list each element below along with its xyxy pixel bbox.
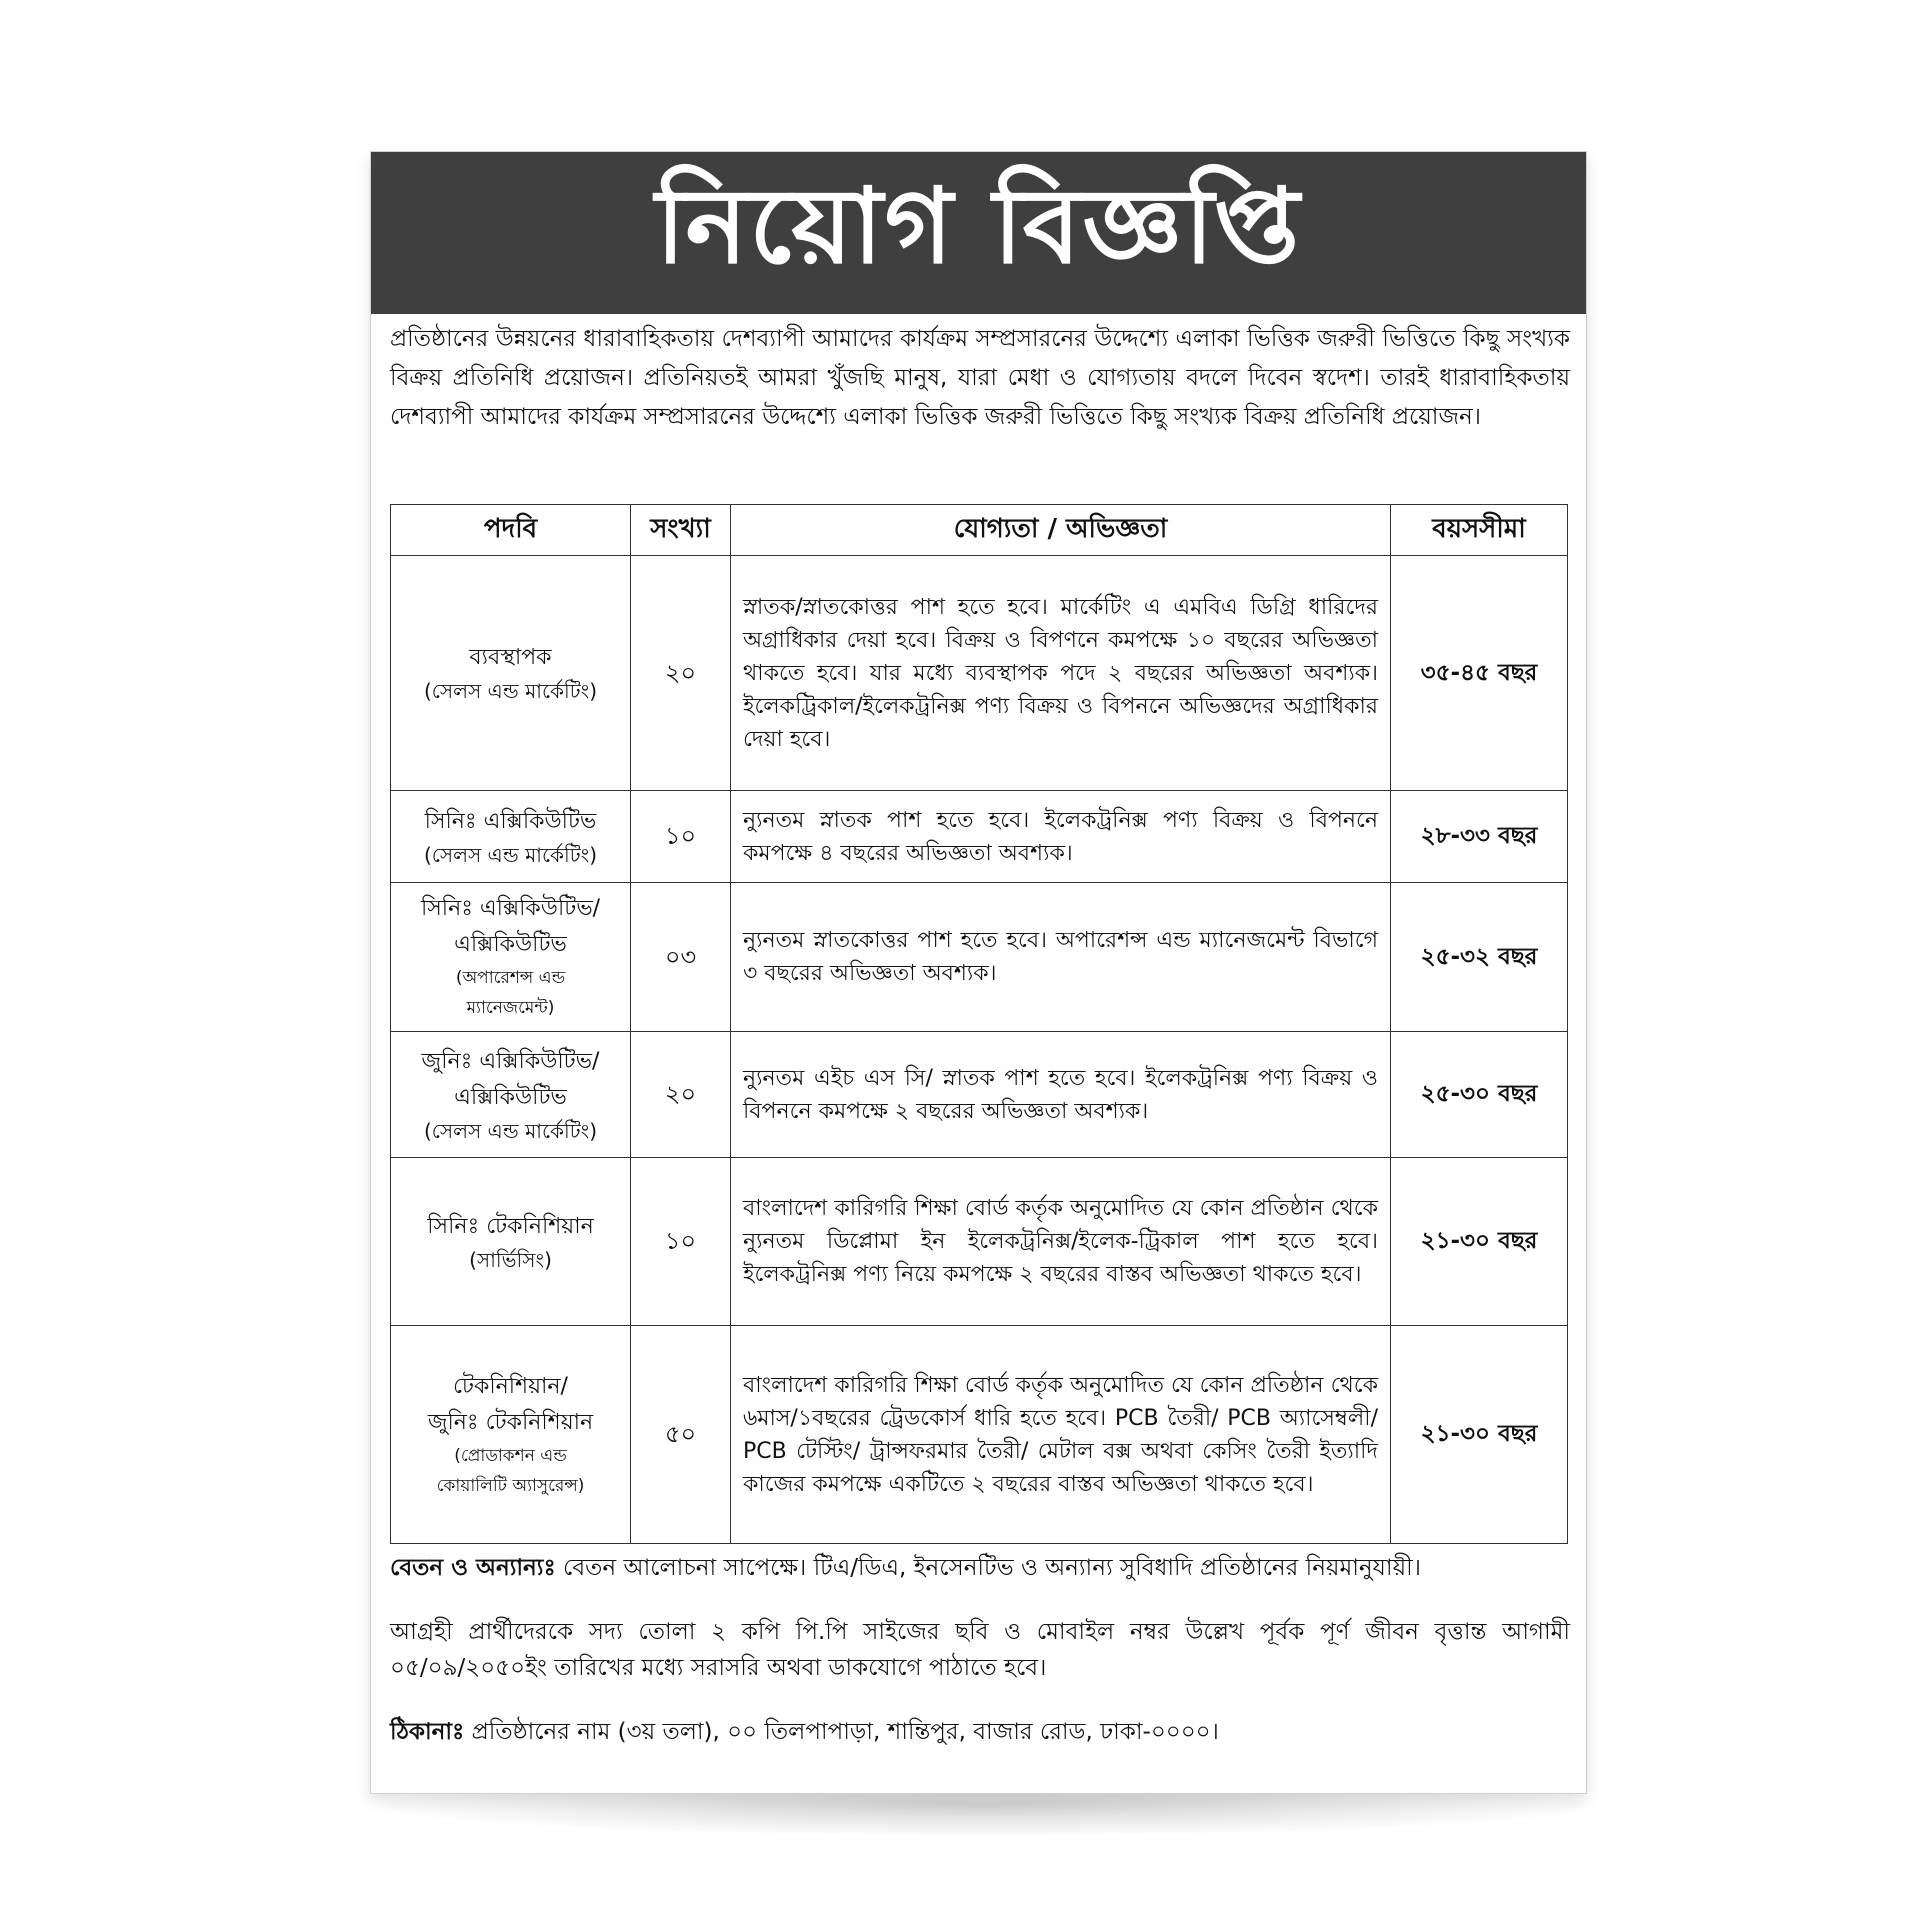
post-department: (অপারেশন্স এন্ড [455, 968, 566, 988]
age-cell: ৩৫-৪৫ বছর [1391, 556, 1568, 791]
post-cell [391, 1032, 631, 1158]
age-cell: ২৮-৩৩ বছর [1391, 791, 1568, 883]
age-cell: ২১-৩০ বছর [1391, 1158, 1568, 1326]
table-row [391, 1032, 1568, 1158]
post-title: সিনিঃ এক্সিকিউটিভ/ [420, 896, 601, 921]
post-department: (সেলস এন্ড মার্কেটিং) [423, 679, 598, 703]
post-cell [391, 883, 631, 1032]
apply-instructions: আগ্রহী প্রার্থীদেরকে সদ্য তোলা ২ কপি পি.পি সাইজের ছবি ও মোবাইল নম্বর উল্লেখ পূর্বক পূর্ণ জীবন বৃত্তান্ত আগামী ০৫/০৯/২০৫০ইং তারিখের মধ্যে সরাসরি অথবা ডাকযোগে পাঠাতে হবে। [390, 1619, 1570, 1681]
count-cell: ৫০ [631, 1326, 731, 1544]
count-cell: ০৩ [631, 883, 731, 1032]
header-age: বয়সসীমা [1391, 505, 1568, 556]
post-title: টেকনিশিয়ান/ [453, 1373, 568, 1399]
post-department-line-2: কোয়ালিটি অ্যাসুরেন্স) [436, 1475, 585, 1496]
positions-table-wrapper [390, 504, 1567, 1544]
notice-title: নিয়োগ বিজ্ঞপ্তি [655, 164, 1302, 287]
qualification-cell: বাংলাদেশ কারিগরি শিক্ষা বোর্ড কর্তৃক অনুমোদিত যে কোন প্রতিষ্ঠান থেকে ন্যুনতম ডিপ্লোমা ইন ইলেকট্রনিক্স/ইলেক-ট্রিকাল পাশ হতে হবে। ইলেকট্রনিক্স পণ্য নিয়ে কমপক্ষে ২ বছরের বাস্তব অভিজ্ঞতা থাকতে হবে। [731, 1158, 1391, 1326]
job-notice-sheet [370, 151, 1587, 1794]
table-row [391, 1158, 1568, 1326]
age-cell: ২৫-৩২ বছর [1391, 883, 1568, 1032]
salary-text: বেতন আলোচনা সাপেক্ষে। টিএ/ডিএ, ইনসেনটিভ ও অন্যান্য সুবিধাদি প্রতিষ্ঠানের নিয়মানুযায়ী। [563, 1555, 1421, 1581]
age-cell: ২৫-৩০ বছর [1391, 1032, 1568, 1158]
title-banner [371, 152, 1586, 314]
address-text: প্রতিষ্ঠানের নাম (৩য় তলা), ০০ তিলপাপাড়া, শান্তিপুর, বাজার রোড, ঢাকা-০০০০। [471, 1719, 1219, 1745]
table-row [391, 556, 1568, 791]
header-qualification: যোগ্যতা / অভিজ্ঞতা [731, 505, 1391, 556]
qualification-cell: ন্যুনতম স্নাতকোত্তর পাশ হতে হবে। অপারেশন্স এন্ড ম্যানেজমেন্ট বিভাগে ৩ বছরের অভিজ্ঞতা অবশ্যক। [731, 883, 1391, 1032]
post-title-line-2: এক্সিকিউটিভ [454, 932, 567, 957]
post-title-line-2: এক্সিকিউটিভ [454, 1084, 567, 1110]
salary-label: বেতন ও অন্যান্যঃ [390, 1555, 556, 1581]
post-department: (সেলস এন্ড মার্কেটিং) [423, 1118, 598, 1143]
qualification-cell: ন্যুনতম স্নাতক পাশ হতে হবে। ইলেকট্রনিক্স পণ্য বিক্রয় ও বিপননে কমপক্ষে ৪ বছরের অভিজ্ঞতা অবশ্যক। [731, 791, 1391, 883]
post-department: (প্রোডাকশন এন্ড [454, 1445, 567, 1466]
post-department: (সেলস এন্ড মার্কেটিং) [423, 842, 598, 867]
post-title-line-2: জুনিঃ টেকনিশিয়ান [427, 1409, 594, 1435]
qualification-cell: ন্যুনতম এইচ এস সি/ স্নাতক পাশ হতে হবে। ইলেকট্রনিক্স পণ্য বিক্রয় ও বিপননে কমপক্ষে ২ বছরের অভিজ্ঞতা অবশ্যক। [731, 1032, 1391, 1158]
post-title: সিনিঃ টেকনিশিয়ান [427, 1213, 594, 1239]
post-title: ব্যবস্থাপক [469, 645, 552, 670]
header-post: পদবি [391, 505, 631, 556]
post-cell [391, 791, 631, 883]
post-cell [391, 1158, 631, 1326]
count-cell: ১০ [631, 1158, 731, 1326]
post-cell [391, 556, 631, 791]
header-count: সংখ্যা [631, 505, 731, 556]
positions-table [390, 504, 1568, 1544]
post-title: জুনিঃ এক্সিকিউটিভ/ [421, 1048, 600, 1074]
table-header-row [391, 505, 1568, 556]
qualification-cell: বাংলাদেশ কারিগরি শিক্ষা বোর্ড কর্তৃক অনুমোদিত যে কোন প্রতিষ্ঠান থেকে ৬মাস/১বছরের ট্রেডকোর্স ধারি হতে হবে। PCB তৈরী/ PCB অ্যাসেম্বলী/ PCB টেস্টিং/ ট্রান্সফরমার তৈরী/ মেটাল বক্স অথবা কেসিং তৈরী ইত্যাদি কাজের কমপক্ষে একটিতে ২ বছরের বাস্তব অভিজ্ঞতা থাকতে হবে। [731, 1326, 1391, 1544]
address-line [390, 1714, 1570, 1750]
post-department-line-2: ম্যানেজমেন্ট) [466, 998, 555, 1018]
post-department: (সার্ভিসিং) [469, 1247, 552, 1272]
table-row [391, 1326, 1568, 1544]
address-label: ঠিকানাঃ [390, 1719, 465, 1745]
count-cell: ১০ [631, 791, 731, 883]
count-cell: ২০ [631, 556, 731, 791]
table-row [391, 883, 1568, 1032]
post-title: সিনিঃ এক্সিকিউটিভ [424, 808, 597, 834]
salary-line [390, 1550, 1570, 1586]
qualification-cell: স্নাতক/স্নাতকোত্তর পাশ হতে হবে। মার্কেটিং এ এমবিএ ডিগ্রি ধারিদের অগ্রাধিকার দেয়া হবে। বিক্রয় ও বিপণনে কমপক্ষে ১০ বছরের অভিজ্ঞতা থাকতে হবে। যার মধ্যে ব্যবস্থাপক পদে ২ বছরের অভিজ্ঞতা অবশ্যক। ইলেকট্রিকাল/ইলেকট্রনিক্স পণ্য বিক্রয় ও বিপননে অভিজ্ঞদের অগ্রাধিকার দেয়া হবে। [731, 556, 1391, 791]
age-cell: ২১-৩০ বছর [1391, 1326, 1568, 1544]
table-row [391, 791, 1568, 883]
intro-paragraph: প্রতিষ্ঠানের উন্নয়নের ধারাবাহিকতায় দেশব্যাপী আমাদের কার্যক্রম সম্প্রসারনের উদ্দেশ্যে এলাকা ভিত্তিক জরুরী ভিত্তিতে কিছু সংখ্যক বিক্রয় প্রতিনিধি প্রয়োজন। প্রতিনিয়তই আমরা খুঁজছি মানুষ, যারা মেধা ও যোগ্যতায় বদলে দিবেন স্বদেশ। তারই ধারাবাহিকতায় দেশব্যাপী আমাদের কার্যক্রম সম্প্রসারনের উদ্দেশ্যে এলাকা ভিত্তিক জরুরী ভিত্তিতে কিছু সংখ্যক বিক্রয় প্রতিনিধি প্রয়োজন। [390, 326, 1570, 430]
post-cell [391, 1326, 631, 1544]
count-cell: ২০ [631, 1032, 731, 1158]
